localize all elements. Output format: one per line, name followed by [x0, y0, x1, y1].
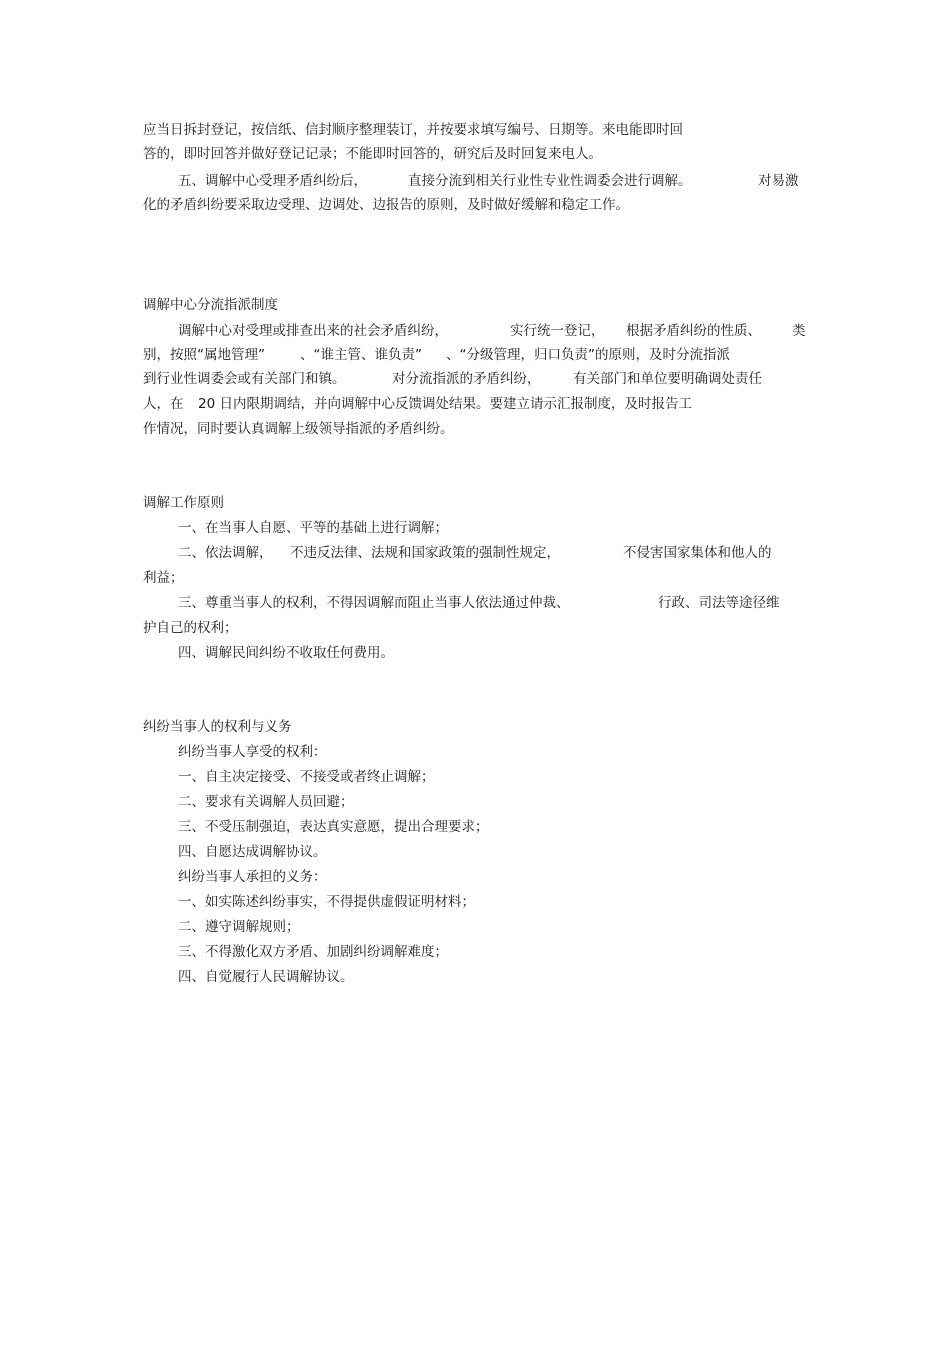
item5-part-c: 对易激: [758, 173, 799, 189]
dispatch-l4-a: 人，在: [143, 396, 184, 412]
principle-2-a: 二、依法调解，: [178, 545, 273, 561]
duties-item: 四、自觉履行人民调解协议。: [178, 969, 354, 985]
rights-item: 四、自愿达成调解协议。: [178, 844, 327, 860]
dispatch-l1-b: 实行统一登记，: [510, 323, 605, 339]
duties-item: 二、遵守调解规则；: [178, 919, 300, 935]
principle-2-b: 不违反法律、法规和国家政策的强制性规定，: [290, 545, 560, 561]
duties-item: 一、如实陈述纠纷事实，不得提供虚假证明材料；: [178, 894, 475, 910]
dispatch-title: 调解中心分流指派制度: [143, 297, 278, 313]
rights-item: 一、自主决定接受、不接受或者终止调解；: [178, 769, 435, 785]
dispatch-l1-a: 调解中心对受理或排查出来的社会矛盾纠纷，: [178, 323, 448, 339]
dispatch-l2-b: 、“谁主管、谁负责”: [300, 347, 422, 363]
dispatch-l3-c: 有关部门和单位要明确调处责任: [573, 371, 762, 387]
duties-heading: 纠纷当事人承担的义务：: [178, 869, 327, 885]
dispatch-l3-a: 到行业性调委会或有关部门和镇。: [143, 371, 346, 387]
item5-part-a: 五、调解中心受理矛盾纠纷后，: [178, 173, 367, 189]
principle-2-c: 不侵害国家集体和他人的: [623, 545, 772, 561]
item5-part-b: 直接分流到相关行业性专业性调委会进行调解。: [408, 173, 692, 189]
dispatch-l5: 作情况，同时要认真调解上级领导指派的矛盾纠纷。: [143, 421, 454, 437]
dispatch-l3-b: 对分流指派的矛盾纠纷，: [392, 371, 541, 387]
dispatch-l1-d: 类: [792, 323, 806, 339]
principle-3-a: 三、尊重当事人的权利，不得因调解而阻止当事人依法通过仲裁、: [178, 595, 570, 611]
principle-4: 四、调解民间纠纷不收取任何费用。: [178, 645, 394, 661]
intro-line-1: 应当日拆封登记，按信纸、信封顺序整理装订，并按要求填写编号、日期等。来电能即时回: [143, 122, 683, 138]
item5-line-2: 化的矛盾纠纷要采取边受理、边调处、边报告的原则，及时做好缓解和稳定工作。: [143, 197, 629, 213]
parties-title: 纠纷当事人的权利与义务: [143, 719, 292, 735]
dispatch-l1-c: 根据矛盾纠纷的性质、: [626, 323, 761, 339]
duties-item: 三、不得激化双方矛盾、加剧纠纷调解难度；: [178, 944, 448, 960]
principles-title: 调解工作原则: [143, 495, 224, 511]
rights-item: 二、要求有关调解人员回避；: [178, 794, 354, 810]
principle-3-line-2: 护自己的权利；: [143, 620, 238, 636]
rights-heading: 纠纷当事人享受的权利：: [178, 744, 327, 760]
rights-item: 三、不受压制强迫，表达真实意愿，提出合理要求；: [178, 819, 489, 835]
principle-3-b: 行政、司法等途径维: [658, 595, 780, 611]
dispatch-l2-c: 、“分级管理，归口负责”的原则，及时分流指派: [446, 347, 730, 363]
dispatch-l2-a: 别，按照“属地管理”: [143, 347, 265, 363]
principle-1: 一、在当事人自愿、平等的基础上进行调解；: [178, 520, 448, 536]
intro-line-2: 答的，即时回答并做好登记记录；不能即时回答的，研究后及时回复来电人。: [143, 146, 602, 162]
dispatch-l4-b: 20 日内限期调结，并向调解中心反馈调处结果。要建立请示汇报制度，及时报告工: [198, 396, 692, 412]
principle-2-line-2: 利益；: [143, 570, 184, 586]
